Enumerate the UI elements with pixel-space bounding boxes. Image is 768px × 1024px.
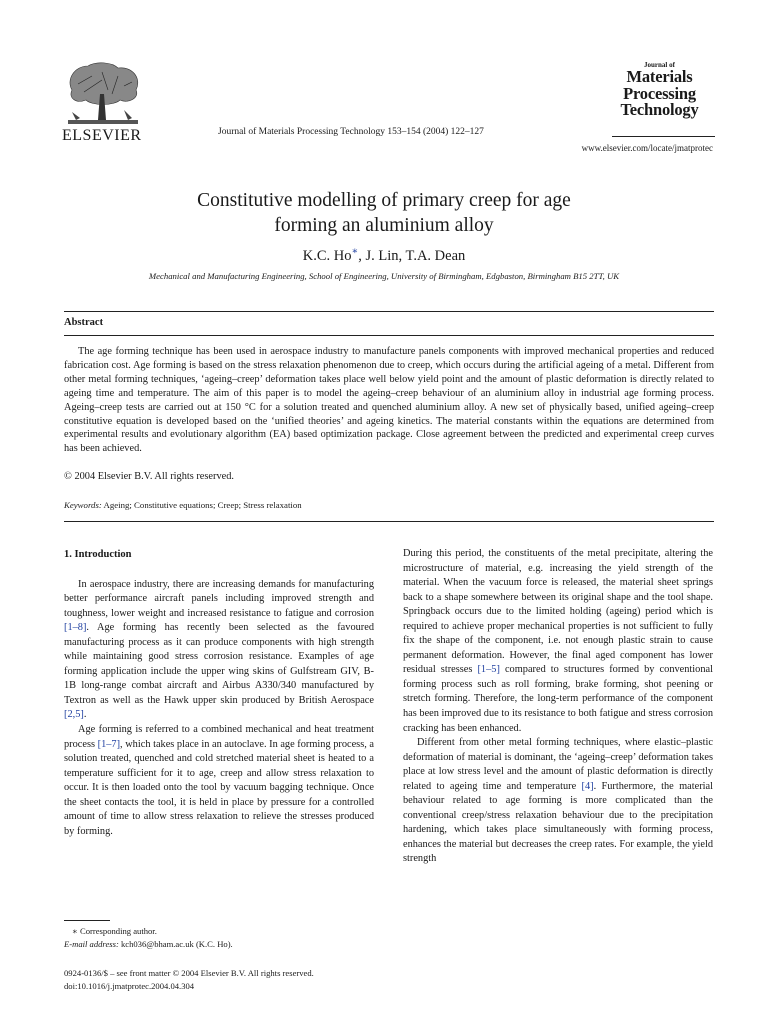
abstract-bottom-rule <box>64 521 714 522</box>
corresponding-author-link[interactable]: ∗ <box>351 246 359 257</box>
paragraph-text: compared to structures formed by conventional forming process such as roll forming, brake forming, shot peening or stretch forming. Therefore, the long-term performance of the component has been improved due to its resistance to both fatigue and stress corrosion cracking has been enhanced. <box>403 664 713 734</box>
publication-info <box>64 967 314 993</box>
paragraph-text: . Age forming has recently been selected as the favoured manufacturing process as it can produce components with high strength while maintaining good stress corrosion resistance. Examples of age forming application include the upper wing skins of Gulfstream GIV, B-1B long-range combat aircraft and Airbus A330/340 manufactured by Textron as well as the Hawk upper skin produced by British Aerospace <box>64 622 374 706</box>
abstract-body <box>64 345 714 456</box>
footnotes <box>64 925 233 951</box>
abstract-copyright: © 2004 Elsevier B.V. All rights reserved. <box>64 471 234 482</box>
journal-brand-line2: Processing <box>623 83 696 103</box>
abstract-top-rule <box>64 311 714 312</box>
journal-brand[interactable] <box>612 62 707 119</box>
tree-emblem-icon <box>62 60 144 126</box>
article-title-line2: forming an aluminium alloy <box>274 215 494 236</box>
footnote-rule <box>64 920 110 921</box>
keywords <box>64 500 302 510</box>
paragraph-text: In aerospace industry, there are increasing demands for manufacturing better performance aircraft panels including improved strength and toughness, lower weight and increased resistance to fatigue and corrosion <box>64 578 374 619</box>
publisher-logo[interactable] <box>62 60 144 145</box>
abstract-heading: Abstract <box>64 317 104 328</box>
keywords-label: Keywords: <box>64 500 102 510</box>
journal-url-link[interactable]: www.elsevier.com/locate/jmatprotec <box>581 143 713 153</box>
citation-link[interactable]: [1–8] <box>64 622 87 634</box>
paragraph-text: Different from other metal forming techniques, where elastic–plastic deformation of material is dominant, the ‘ageing–creep’ deformation takes place at low stress level and the amount of plastic deformation is directly related to ageing time and temperature <box>403 737 713 792</box>
keywords-list: Ageing; Constitutive equations; Creep; Stress relaxation <box>101 500 302 510</box>
journal-brand-line3: Technology <box>620 100 699 119</box>
citation-link[interactable]: [1–5] <box>477 664 500 676</box>
paragraph-text: Age forming is referred to a combined mechanical and heat treatment process <box>64 724 374 750</box>
paragraph-text: , which takes place in an autoclave. In age forming process, a solution treated, quenched and cold stretched material sheet is heated to a temperature sufficient for it to age, creep and allow stress relaxation to occur. It is then loaded onto the tool by vacuum bagging technique. Once the sheet contacts the tool, it is held in place by pressure for a controlled amount of time to allow stress relaxation to relieve the stresses produced by forming. <box>64 738 374 837</box>
intro-paragraph-2 <box>64 723 374 839</box>
article-title-line1: Constitutive modelling of primary creep for age <box>197 190 571 211</box>
email-address[interactable]: kch036@bham.ac.uk (K.C. Ho). <box>118 939 233 949</box>
abstract-heading-rule <box>64 335 714 336</box>
journal-brand-small: Journal of <box>644 61 675 69</box>
citation-link[interactable]: [4] <box>581 780 594 792</box>
email-note <box>64 938 233 951</box>
section-heading-introduction: 1. Introduction <box>64 549 132 560</box>
intro-paragraph-4 <box>403 736 713 867</box>
affiliation: Mechanical and Manufacturing Engineering, School of Engineering, University of Birmingham, Edgbaston, Birmingham B15 2TT, UK <box>148 271 620 281</box>
brand-divider <box>612 136 715 137</box>
email-label: E-mail address: <box>64 939 119 949</box>
paragraph-text: . Furthermore, the material behaviour related to age forming is more complicated than the conventional creep/stress relaxation behaviour due to the precipitation hardening, which takes place simultaneously with forming process, enhances the material but decreases the creep rates. For example, the yield strength <box>403 780 713 865</box>
right-column <box>403 547 713 867</box>
issn-line: 0924-0136/$ – see front matter © 2004 Elsevier B.V. All rights reserved. <box>64 968 314 978</box>
journal-citation: Journal of Materials Processing Technology 153–154 (2004) 122–127 <box>218 127 484 137</box>
citation-link[interactable]: [1–7] <box>97 738 121 750</box>
corresponding-author-note: ∗ Corresponding author. <box>72 926 157 936</box>
intro-paragraph-1 <box>64 578 374 723</box>
intro-paragraph-3 <box>403 547 713 736</box>
author-1: K.C. Ho <box>302 247 352 264</box>
abstract-text: The age forming technique has been used in aerospace industry to manufacture panels components with improved mechanical properties and reduced fabrication cost. Age forming is based on the stress relaxation phenomenon due to creep, which occurs during the artificial ageing of a metal. Different from other metal forming techniques, ‘ageing–creep’ deformation takes place well below yield point and the amount of plastic deformation is directly related to ageing time and temperature. The aim of this paper is to model the ageing–creep behaviour of an aluminium alloy in industrial age forming process. Ageing–creep tests are carried out at 150 °C for a solution treated and quenched aluminium alloy. A new set of physically based, unified ageing–creep constitutive equation is developed based on the ‘unified theories’ and ageing kinetics. The material constants within the equations are determined from experimental results and evolutionary algorithm (EA) based optimization package. Close agreement between the predicted and experimental creep curves has been achieved. <box>64 346 714 455</box>
publisher-logo-text: ELSEVIER <box>62 127 142 144</box>
left-column <box>64 548 374 839</box>
authors-rest: , J. Lin, T.A. Dean <box>358 247 466 264</box>
paragraph-text: During this period, the constituents of the metal precipitate, altering the microstructure of material, e.g. increasing the yield strength of the material. When the vacuum force is released, the material sheet springs back to a shape somewhere between its original shape and the tool shape. Springback occurs due to the limited holding (ageing) period which is required to achieve proper mechanical properties is not sufficient to fully fix the shape of the component, i.e. not enough plastic strain to cause permanent deformation. However, the final aged component has lower residual stresses <box>403 548 713 676</box>
paragraph-text: . <box>83 709 87 721</box>
article-title <box>0 188 768 238</box>
doi-link[interactable]: doi:10.1016/j.jmatprotec.2004.04.304 <box>64 981 195 991</box>
author-list <box>0 246 768 265</box>
journal-brand-line1: Materials <box>626 67 693 86</box>
citation-link[interactable]: [2,5] <box>64 709 84 721</box>
